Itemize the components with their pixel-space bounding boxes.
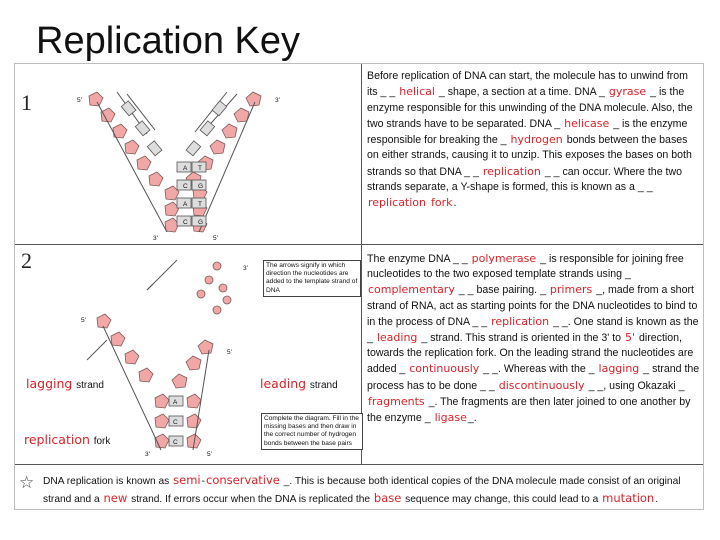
text: The enzyme DNA _ _ (367, 253, 468, 265)
strand-end-label: 5' (227, 349, 232, 356)
text: bonds between the bases on either strands, causing it to unzip. This exposes the bases on both strands so that DNA _ _ (367, 134, 692, 178)
answer-ligase: ligase (434, 411, 467, 425)
text: sequence may change, this could lead to a (405, 494, 599, 505)
answer-helical: helical (399, 85, 435, 99)
text: Before replication of DNA can start, the molecule has to unwind from its _ _ (367, 70, 688, 99)
base-label: C (183, 219, 188, 226)
text: . (655, 494, 659, 505)
strand-end-label: 5' (81, 317, 86, 324)
answer-complementary: complementary (368, 283, 455, 297)
answer-primers: primers (549, 283, 593, 297)
text: _ _ base pairing. _ (458, 284, 546, 297)
answer-polymerase: polymerase (471, 252, 537, 265)
worksheet (14, 63, 704, 510)
leading-strand-label (259, 377, 338, 393)
section-3-text (43, 472, 693, 508)
section-1-paragraph (367, 69, 701, 212)
answer-gyrase: gyrase (608, 85, 647, 99)
answer-5-prime: 5' (625, 331, 636, 345)
base-label: C (173, 439, 178, 446)
answer-fragments: fragments (368, 394, 425, 408)
text: _. This is because both identical copies of the DNA molecule made consist of an original strand and a (43, 476, 681, 505)
text: _ _. Whereas with the _ (483, 363, 595, 376)
strand-end-label: 5' (77, 97, 82, 104)
answer-semi: semi (173, 473, 201, 487)
text: _ _, using Okazaki _ (588, 379, 685, 392)
text: - (201, 476, 205, 487)
text: _ strand the process has to be done _ _ (367, 363, 700, 392)
answer-hydrogen: hydrogen (510, 133, 563, 147)
column-divider (361, 64, 362, 464)
strand-end-label: 5' (213, 235, 218, 242)
answer-replication: replication (482, 164, 541, 178)
slide-title: Replication Key (36, 20, 301, 62)
diagram-instructions: Complete the diagram. Fill in the missing bases and then draw in the correct number of hydrogen bonds between the base pairs (261, 413, 363, 450)
answer-mutation: mutation (602, 491, 655, 505)
base-label: G (198, 219, 204, 226)
text: _. (467, 412, 477, 425)
base-label: T (198, 165, 202, 172)
text: DNA replication is known as (43, 476, 170, 487)
text: strand (76, 380, 104, 391)
text: . (453, 197, 457, 210)
base-label: T (198, 201, 202, 208)
section-divider-1 (15, 244, 703, 245)
base-label: A (183, 201, 188, 208)
section-1-text (367, 69, 701, 212)
answer-lagging: lagging (598, 362, 640, 376)
strand-end-label: 3' (275, 97, 280, 104)
answer-helicase: helicase (564, 116, 610, 130)
text: strand. If errors occur when the DNA is replicated the (131, 494, 371, 505)
strand-end-label: 3' (153, 235, 158, 242)
replication-fork-label (23, 433, 110, 449)
base-label: A (173, 399, 178, 406)
answer-continuously: continuously (409, 362, 480, 376)
text: _ _ can occur. Where the two strands separate, a Y-shape is formed, this is known as a _ _ (367, 165, 683, 194)
answer-leading: leading (260, 376, 307, 391)
arrows-caption: The arrows signify in which direction the nucleotides are added to the template strand of DNA (263, 260, 361, 297)
answer-lagging: lagging (26, 376, 73, 391)
text: _ _. One stand is known as the _ (367, 315, 699, 345)
base-label: A (183, 165, 188, 172)
answer-replication: replication (24, 432, 90, 447)
strand-end-label: 3' (243, 265, 248, 272)
answer-base: base (373, 491, 402, 505)
base-label: G (198, 183, 204, 190)
text: _ shape, a section at a time. DNA _ (438, 86, 605, 99)
lagging-strand-label (25, 377, 104, 393)
section-3-paragraph (43, 472, 693, 508)
text: _ is the enzyme responsible for breaking the _ (367, 117, 688, 147)
text: _. The fragments are then later joined to one another by the enzyme _ (367, 395, 691, 425)
answer-new: new (103, 491, 128, 505)
text: _ strand. This strand is oriented in the 3' to (421, 332, 622, 345)
section-number-2: 2 (21, 248, 32, 273)
answer-discontinuously: discontinuously (498, 378, 585, 392)
strand-end-label: 3' (145, 451, 150, 458)
strand-end-label: 5' (207, 451, 212, 458)
base-label: C (173, 419, 178, 426)
dna-fork-diagram-1 (27, 72, 357, 244)
section-2-text (367, 251, 701, 426)
text: _ is the enzyme responsible for this unwinding of the DNA molecule. Also, the two strands have to be separated. DNA _ (367, 86, 693, 130)
text: fork (93, 436, 111, 447)
dna-fork-diagram-2 (27, 250, 263, 460)
answer-leading: leading (376, 331, 418, 345)
text: _ is responsible for joining free nucleotides to the two exposed template strands using _ (367, 253, 684, 281)
text: direction, towards the replication fork. On the leading strand the nucleotides are added _ (367, 332, 694, 376)
star-icon: ☆ (19, 473, 35, 492)
answer-fork: fork (430, 196, 453, 210)
section-2-paragraph (367, 251, 701, 426)
base-label: C (183, 183, 188, 190)
answer-replication: replication (368, 196, 427, 210)
answer-replication: replication (491, 314, 550, 328)
nucleotide-chain (89, 92, 261, 232)
section-number-1: 1 (21, 90, 32, 115)
section-divider-2 (15, 464, 703, 465)
text: strand (309, 380, 338, 391)
answer-conservative: conservative (206, 473, 280, 487)
text: _, made from a short strand of RNA, act as starting points for the DNA nucleotides to bind to in the process of DNA _ _ (367, 284, 698, 328)
